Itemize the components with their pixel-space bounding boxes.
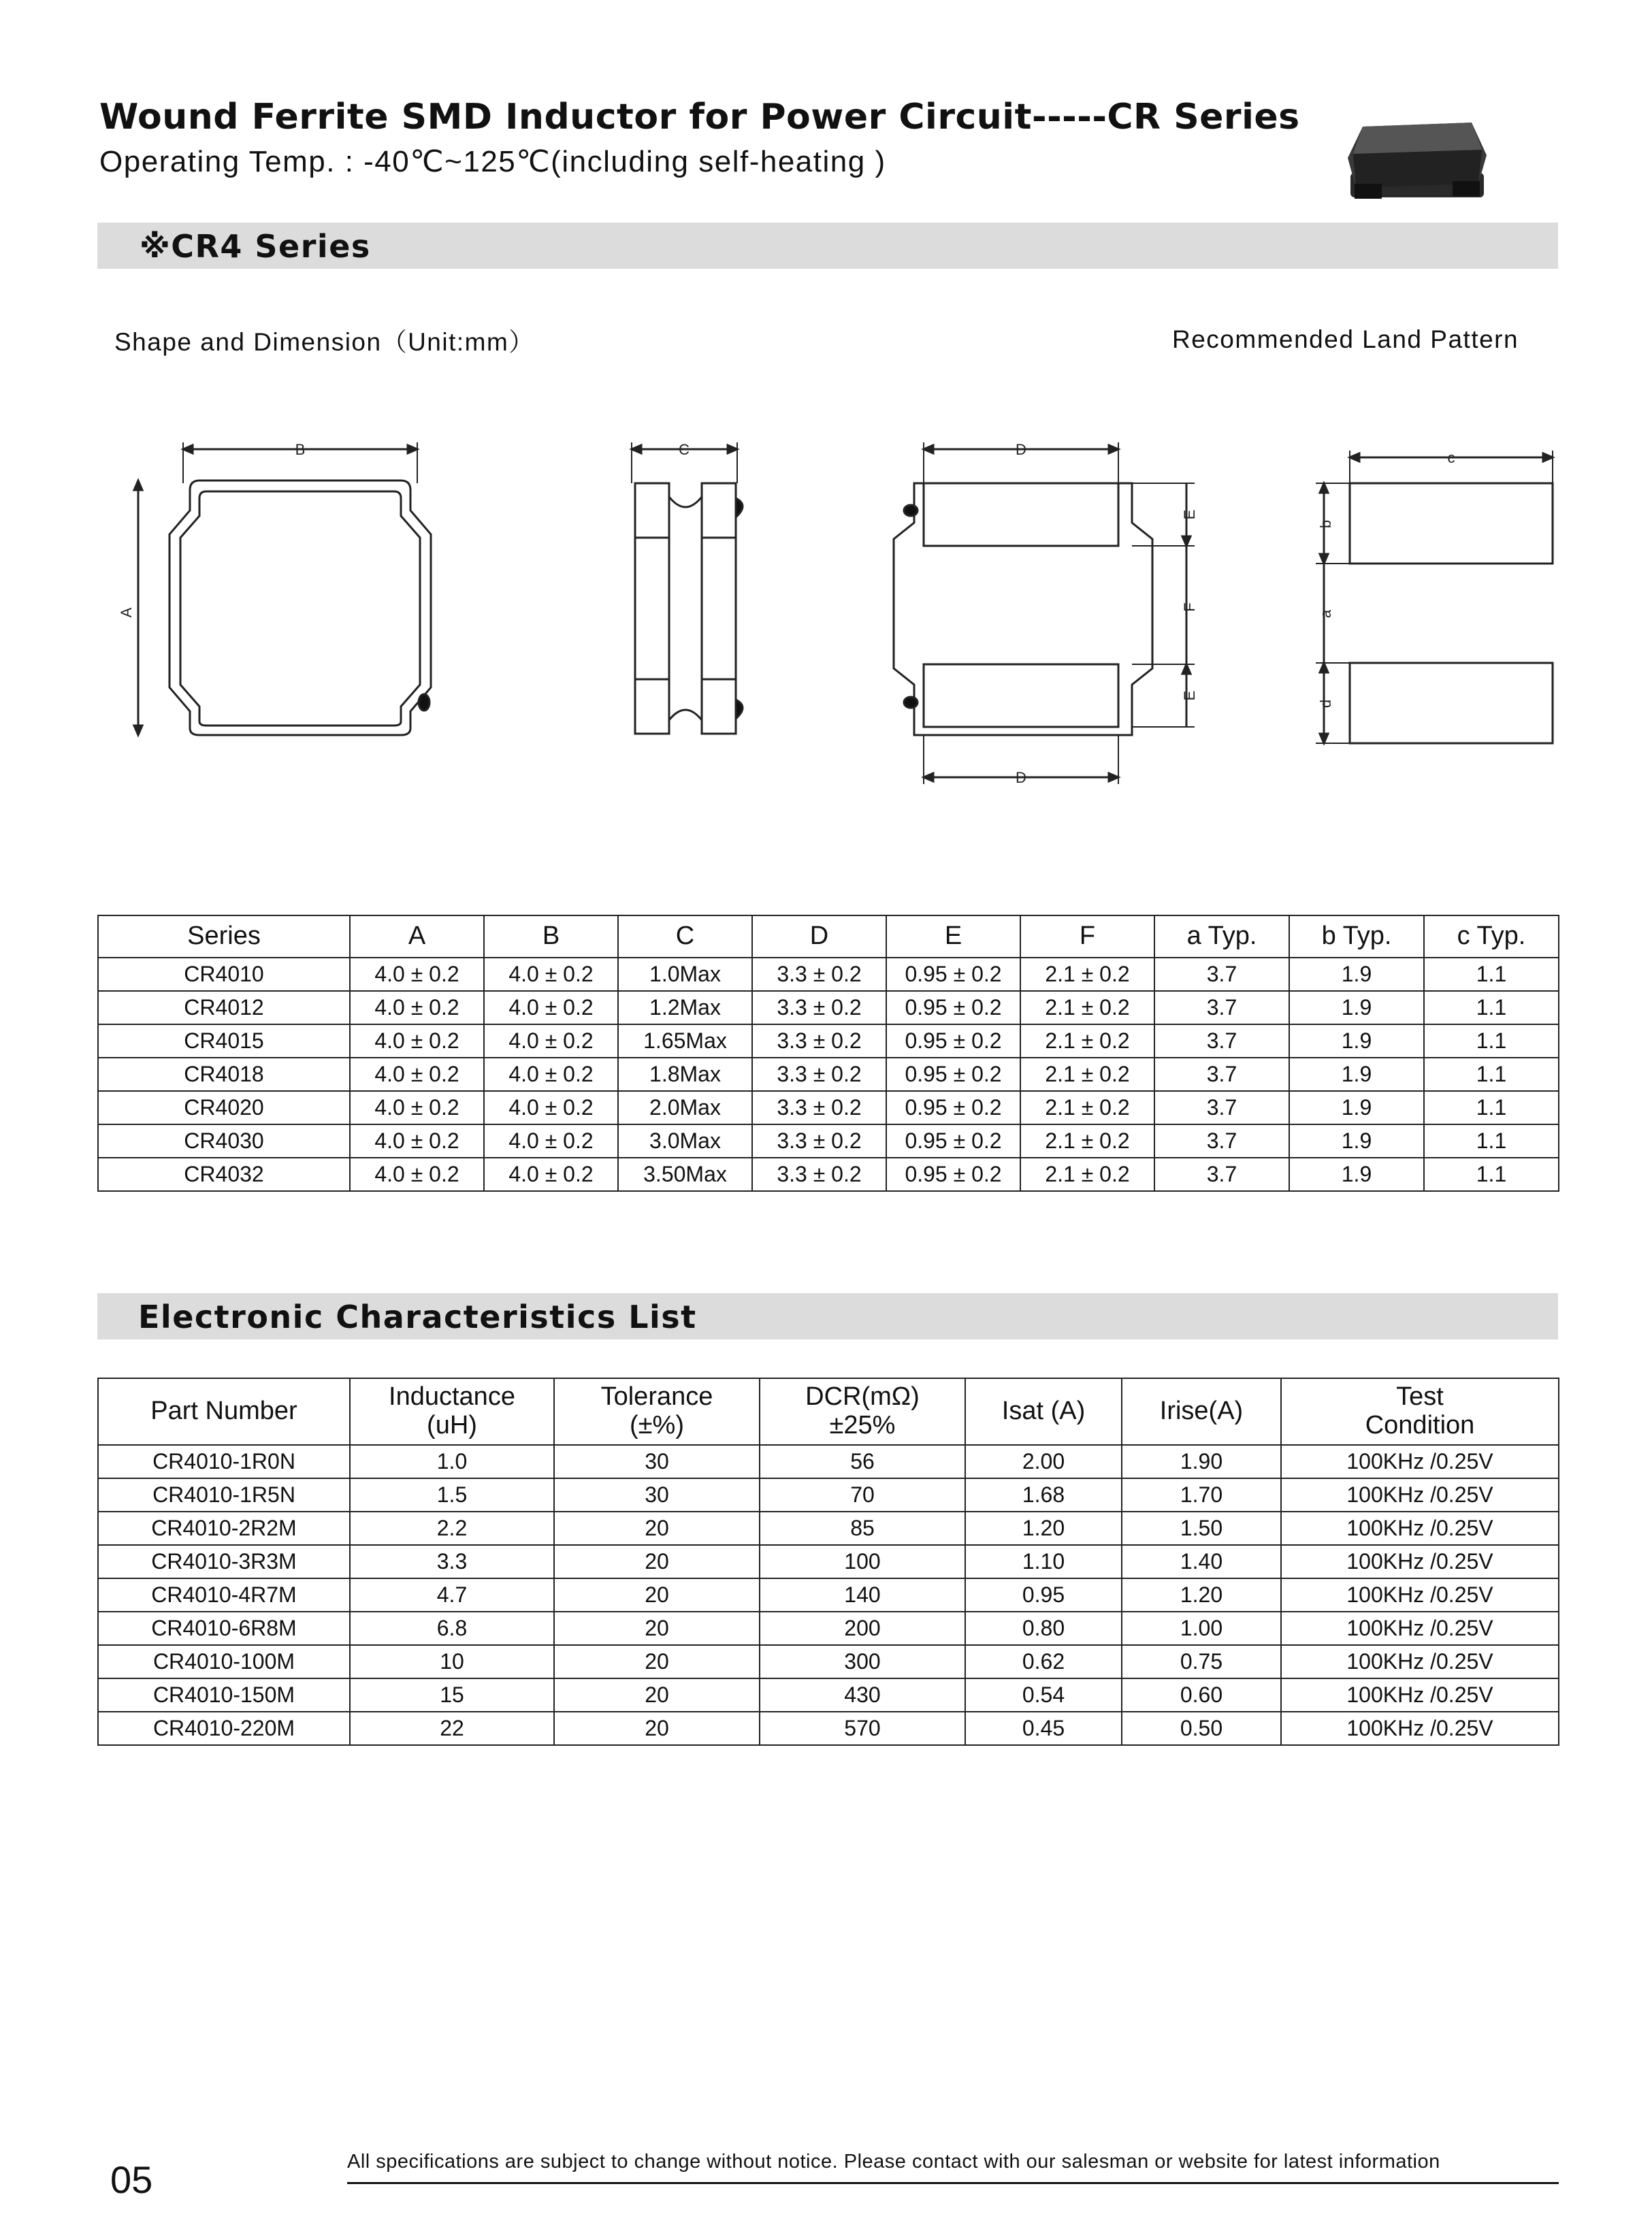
- header-F: F: [1020, 915, 1154, 958]
- dim-label-E-top: E: [1181, 509, 1198, 520]
- table-cell: 1.9: [1289, 1024, 1424, 1058]
- bottom-view-drawing: [894, 441, 1198, 786]
- table-cell: 1.90: [1122, 1445, 1281, 1478]
- table-cell: 2.1 ± 0.2: [1020, 1091, 1154, 1124]
- table-cell: 0.75: [1122, 1645, 1281, 1678]
- table-row: [98, 1478, 1559, 1512]
- table-cell: 1.1: [1424, 1024, 1559, 1058]
- table-cell: 3.3 ± 0.2: [752, 1058, 886, 1091]
- table-cell: 4.0 ± 0.2: [350, 991, 484, 1024]
- table-cell: 100KHz /0.25V: [1281, 1678, 1559, 1712]
- header-inductance: [350, 1378, 554, 1445]
- table-cell: 3.50Max: [618, 1158, 752, 1191]
- table-cell: 1.10: [965, 1545, 1122, 1578]
- table-row: [98, 1612, 1559, 1645]
- dim-label-b: b: [1317, 519, 1334, 529]
- header-irise: [1122, 1378, 1281, 1445]
- top-view-drawing: [118, 441, 431, 735]
- table-cell: 20: [554, 1678, 760, 1712]
- dim-label-E-bottom: E: [1181, 690, 1198, 701]
- table-row: [98, 1678, 1559, 1712]
- table-cell: CR4010: [98, 958, 350, 991]
- header-irise-line: Irise(A): [1159, 1397, 1244, 1426]
- table-cell: CR4030: [98, 1124, 350, 1158]
- dim-label-c: c: [1447, 449, 1455, 466]
- table-cell: 570: [760, 1712, 965, 1745]
- table-cell: 4.7: [350, 1578, 554, 1612]
- electrical-header-row: [98, 1378, 1559, 1445]
- cr4-series-title: ※CR4 Series: [140, 228, 371, 265]
- page-title: Wound Ferrite SMD Inductor for Power Circuit-----CR Series: [99, 97, 1300, 137]
- table-cell: 1.9: [1289, 991, 1424, 1024]
- table-cell: 1.1: [1424, 958, 1559, 991]
- table-cell: 20: [554, 1612, 760, 1645]
- dim-label-A: A: [118, 607, 135, 618]
- table-row: [98, 1445, 1559, 1478]
- table-cell: 85: [760, 1512, 965, 1545]
- dim-label-D-bottom: D: [1016, 769, 1026, 786]
- table-cell: 20: [554, 1645, 760, 1678]
- table-cell: 1.1: [1424, 1124, 1559, 1158]
- table-cell: 1.68: [965, 1478, 1122, 1512]
- electronic-characteristics-band: [97, 1293, 1558, 1339]
- table-cell: 2.1 ± 0.2: [1020, 958, 1154, 991]
- table-cell: 1.1: [1424, 1058, 1559, 1091]
- table-cell: CR4015: [98, 1024, 350, 1058]
- dimensions-table-body: [98, 958, 1559, 1191]
- table-cell: 2.1 ± 0.2: [1020, 991, 1154, 1024]
- table-cell: 1.1: [1424, 1158, 1559, 1191]
- table-cell: 4.0 ± 0.2: [350, 1091, 484, 1124]
- header-D: D: [752, 915, 886, 958]
- table-cell: 56: [760, 1445, 965, 1478]
- header-part-number-line: Part Number: [150, 1397, 297, 1426]
- dim-label-C: C: [679, 441, 690, 458]
- table-row: [98, 1712, 1559, 1745]
- table-cell: 15: [350, 1678, 554, 1712]
- table-cell: 20: [554, 1512, 760, 1545]
- header-c-typ: c Typ.: [1424, 915, 1559, 958]
- land-pattern-label: Recommended Land Pattern: [1172, 325, 1519, 353]
- dim-label-D-top: D: [1016, 441, 1026, 458]
- header-dcr-line: ±25%: [829, 1411, 896, 1439]
- table-cell: 1.9: [1289, 958, 1424, 991]
- electrical-characteristics-table: [97, 1378, 1559, 1746]
- table-cell: 3.7: [1154, 1158, 1289, 1191]
- table-cell: 1.9: [1289, 1124, 1424, 1158]
- table-cell: CR4010-100M: [98, 1645, 350, 1678]
- table-row: [98, 1158, 1559, 1191]
- table-cell: 1.1: [1424, 1091, 1559, 1124]
- table-cell: 3.7: [1154, 1058, 1289, 1091]
- header-test-condition: [1281, 1378, 1559, 1445]
- table-row: [98, 958, 1559, 991]
- table-cell: 0.80: [965, 1612, 1122, 1645]
- header-dcr: [760, 1378, 965, 1445]
- table-cell: 2.1 ± 0.2: [1020, 1058, 1154, 1091]
- header-A: A: [350, 915, 484, 958]
- table-cell: 100KHz /0.25V: [1281, 1712, 1559, 1745]
- table-cell: CR4010-6R8M: [98, 1612, 350, 1645]
- header-isat: [965, 1378, 1122, 1445]
- table-cell: CR4010-2R2M: [98, 1512, 350, 1545]
- table-cell: 1.00: [1122, 1612, 1281, 1645]
- table-cell: 3.3 ± 0.2: [752, 1158, 886, 1191]
- table-cell: 3.3 ± 0.2: [752, 991, 886, 1024]
- side-view-drawing: [632, 441, 743, 734]
- header-dcr-line: DCR(mΩ): [805, 1382, 920, 1412]
- table-cell: CR4012: [98, 991, 350, 1024]
- table-cell: 10: [350, 1645, 554, 1678]
- header-E: E: [886, 915, 1020, 958]
- page-number: 05: [110, 2158, 153, 2201]
- table-row: [98, 1058, 1559, 1091]
- header-series: Series: [98, 915, 350, 958]
- table-cell: 30: [554, 1478, 760, 1512]
- table-cell: 2.1 ± 0.2: [1020, 1158, 1154, 1191]
- table-cell: 4.0 ± 0.2: [350, 1158, 484, 1191]
- table-cell: 1.9: [1289, 1158, 1424, 1191]
- table-cell: 4.0 ± 0.2: [484, 1091, 618, 1124]
- table-cell: 0.95: [965, 1578, 1122, 1612]
- table-cell: 0.45: [965, 1712, 1122, 1745]
- table-cell: 0.60: [1122, 1678, 1281, 1712]
- header-part-number: [98, 1378, 350, 1445]
- table-cell: 3.7: [1154, 991, 1289, 1024]
- table-cell: 20: [554, 1712, 760, 1745]
- table-cell: 1.8Max: [618, 1058, 752, 1091]
- header-inductance-line: Inductance: [389, 1382, 515, 1412]
- header-C: C: [618, 915, 752, 958]
- table-row: [98, 1124, 1559, 1158]
- table-cell: 100KHz /0.25V: [1281, 1578, 1559, 1612]
- table-cell: 1.9: [1289, 1091, 1424, 1124]
- table-cell: CR4010-3R3M: [98, 1545, 350, 1578]
- dimensions-table: [97, 915, 1559, 1192]
- table-cell: 100KHz /0.25V: [1281, 1478, 1559, 1512]
- header-tolerance-line: Tolerance: [600, 1382, 713, 1412]
- table-cell: 20: [554, 1578, 760, 1612]
- table-cell: 1.1: [1424, 991, 1559, 1024]
- table-cell: 0.95 ± 0.2: [886, 958, 1020, 991]
- dim-label-a: a: [1317, 609, 1334, 619]
- land-pattern-drawing: [1316, 449, 1553, 743]
- table-cell: 100KHz /0.25V: [1281, 1512, 1559, 1545]
- table-cell: 0.95 ± 0.2: [886, 991, 1020, 1024]
- table-cell: CR4010-150M: [98, 1678, 350, 1712]
- dimension-drawings: [97, 415, 1558, 803]
- table-row: [98, 1024, 1559, 1058]
- table-cell: 0.95 ± 0.2: [886, 1124, 1020, 1158]
- table-cell: 4.0 ± 0.2: [484, 1058, 618, 1091]
- electrical-table-body: [98, 1445, 1559, 1745]
- header-inductance-line: (uH): [427, 1411, 477, 1439]
- table-cell: 1.20: [1122, 1578, 1281, 1612]
- table-cell: 1.40: [1122, 1545, 1281, 1578]
- header-B: B: [484, 915, 618, 958]
- table-cell: 1.50: [1122, 1512, 1281, 1545]
- table-cell: CR4032: [98, 1158, 350, 1191]
- table-cell: 3.3 ± 0.2: [752, 1124, 886, 1158]
- header-test-condition-line: Test: [1396, 1382, 1444, 1412]
- table-cell: 100KHz /0.25V: [1281, 1645, 1559, 1678]
- table-cell: 0.95 ± 0.2: [886, 1058, 1020, 1091]
- dim-label-d: d: [1317, 699, 1334, 709]
- table-cell: 2.1 ± 0.2: [1020, 1124, 1154, 1158]
- header-tolerance: [554, 1378, 760, 1445]
- table-cell: 4.0 ± 0.2: [484, 1158, 618, 1191]
- table-cell: 0.54: [965, 1678, 1122, 1712]
- table-cell: 200: [760, 1612, 965, 1645]
- table-cell: 140: [760, 1578, 965, 1612]
- table-row: [98, 1512, 1559, 1545]
- table-cell: 3.3 ± 0.2: [752, 1024, 886, 1058]
- table-cell: 22: [350, 1712, 554, 1745]
- header-tolerance-line: (±%): [630, 1411, 684, 1439]
- table-cell: 4.0 ± 0.2: [350, 958, 484, 991]
- shape-dimension-label: Shape and Dimension（Unit:mm）: [114, 328, 535, 356]
- table-row: [98, 1091, 1559, 1124]
- table-cell: 3.0Max: [618, 1124, 752, 1158]
- table-cell: 3.3 ± 0.2: [752, 1091, 886, 1124]
- table-cell: 0.50: [1122, 1712, 1281, 1745]
- table-cell: CR4010-4R7M: [98, 1578, 350, 1612]
- table-cell: 0.95 ± 0.2: [886, 1158, 1020, 1191]
- cr4-series-band: [97, 223, 1558, 269]
- table-row: [98, 1578, 1559, 1612]
- header-a-typ: a Typ.: [1154, 915, 1289, 958]
- table-cell: 1.0Max: [618, 958, 752, 991]
- operating-temp-subtitle: Operating Temp. : -40℃~125℃(including self-heating ): [99, 145, 886, 178]
- table-cell: 3.7: [1154, 1091, 1289, 1124]
- dim-label-B: B: [295, 441, 306, 458]
- table-cell: 100KHz /0.25V: [1281, 1445, 1559, 1478]
- inductor-product-image: [1342, 108, 1492, 210]
- table-cell: 1.5: [350, 1478, 554, 1512]
- table-row: [98, 1645, 1559, 1678]
- table-cell: 4.0 ± 0.2: [484, 958, 618, 991]
- table-cell: 0.95 ± 0.2: [886, 1024, 1020, 1058]
- table-cell: 2.2: [350, 1512, 554, 1545]
- table-cell: CR4010-1R5N: [98, 1478, 350, 1512]
- table-cell: CR4020: [98, 1091, 350, 1124]
- table-cell: 3.7: [1154, 1124, 1289, 1158]
- table-cell: 6.8: [350, 1612, 554, 1645]
- table-cell: CR4010-1R0N: [98, 1445, 350, 1478]
- table-cell: 1.2Max: [618, 991, 752, 1024]
- table-row: [98, 991, 1559, 1024]
- header-b-typ: b Typ.: [1289, 915, 1424, 958]
- table-cell: 300: [760, 1645, 965, 1678]
- table-cell: 70: [760, 1478, 965, 1512]
- table-cell: CR4018: [98, 1058, 350, 1091]
- table-cell: 4.0 ± 0.2: [484, 1124, 618, 1158]
- table-cell: 4.0 ± 0.2: [484, 991, 618, 1024]
- table-cell: 1.65Max: [618, 1024, 752, 1058]
- table-cell: 4.0 ± 0.2: [484, 1024, 618, 1058]
- table-cell: 430: [760, 1678, 965, 1712]
- table-cell: 0.95 ± 0.2: [886, 1091, 1020, 1124]
- table-cell: 3.7: [1154, 1024, 1289, 1058]
- table-cell: 100: [760, 1545, 965, 1578]
- table-cell: 3.7: [1154, 958, 1289, 991]
- table-cell: 20: [554, 1545, 760, 1578]
- table-cell: 4.0 ± 0.2: [350, 1058, 484, 1091]
- footer-divider: [347, 2182, 1559, 2184]
- table-cell: 100KHz /0.25V: [1281, 1612, 1559, 1645]
- table-cell: 3.3 ± 0.2: [752, 958, 886, 991]
- table-cell: 2.0Max: [618, 1091, 752, 1124]
- table-cell: 2.00: [965, 1445, 1122, 1478]
- table-cell: 4.0 ± 0.2: [350, 1024, 484, 1058]
- table-cell: 3.3: [350, 1545, 554, 1578]
- dim-label-F: F: [1181, 602, 1198, 612]
- table-cell: 0.62: [965, 1645, 1122, 1678]
- table-cell: 1.70: [1122, 1478, 1281, 1512]
- table-cell: 1.20: [965, 1512, 1122, 1545]
- table-cell: 1.9: [1289, 1058, 1424, 1091]
- table-row: [98, 1545, 1559, 1578]
- table-cell: CR4010-220M: [98, 1712, 350, 1745]
- table-cell: 100KHz /0.25V: [1281, 1545, 1559, 1578]
- electronic-characteristics-title: Electronic Characteristics List: [138, 1299, 697, 1335]
- table-cell: 1.0: [350, 1445, 554, 1478]
- header-test-condition-line: Condition: [1365, 1411, 1475, 1439]
- dimensions-header-row: [98, 915, 1559, 958]
- header-isat-line: Isat (A): [1001, 1397, 1086, 1426]
- table-cell: 4.0 ± 0.2: [350, 1124, 484, 1158]
- table-cell: 2.1 ± 0.2: [1020, 1024, 1154, 1058]
- table-cell: 30: [554, 1445, 760, 1478]
- footer-notice: All specifications are subject to change without notice. Please contact with our salesman or website for latest information: [347, 2151, 1440, 2173]
